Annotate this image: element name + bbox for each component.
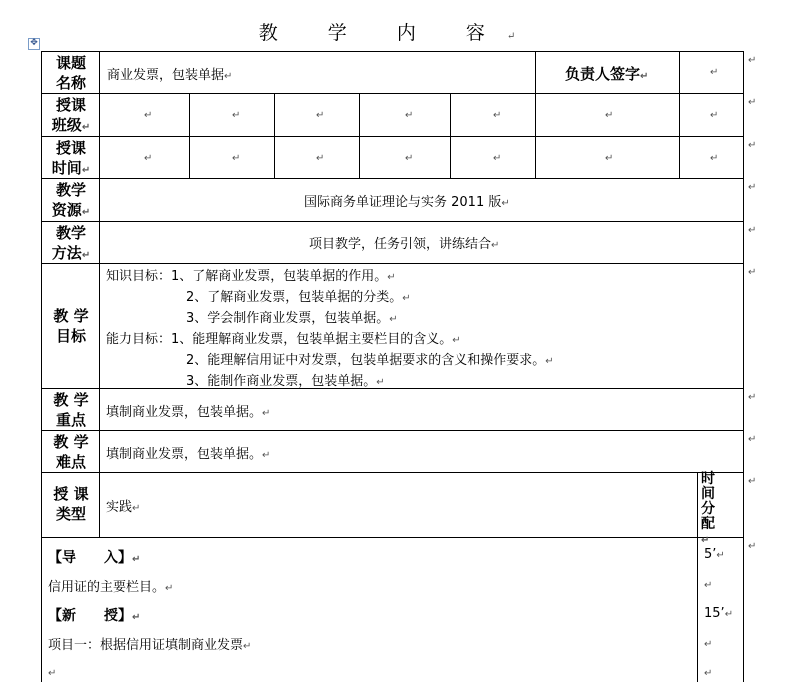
row-end-mark: ↵ <box>748 55 757 66</box>
grid-line <box>41 178 744 179</box>
cell-mark[interactable]: ↵ <box>316 153 325 164</box>
cell-mark[interactable]: ↵ <box>710 67 719 78</box>
goal-line[interactable]: 2、能理解信用证中对发票，包装单据要求的含义和操作要求。↵ <box>186 353 554 368</box>
grid-line <box>535 93 536 178</box>
row-end-mark: ↵ <box>748 267 757 278</box>
goal-line[interactable]: 3、能制作商业发票，包装单据。↵ <box>186 374 385 389</box>
grid-line <box>41 430 744 431</box>
grid-line <box>450 93 451 178</box>
grid-line <box>41 93 744 94</box>
intro-heading: 【导 入】↵ <box>48 550 141 566</box>
cell-mark[interactable]: ↵ <box>605 110 614 121</box>
cell-mark[interactable]: ↵ <box>405 153 414 164</box>
cell-mark[interactable]: ↵ <box>144 110 153 121</box>
topic-label: 课题 名称 <box>55 54 86 92</box>
time-allocation-label: 时 间 分 配↵ <box>701 471 715 546</box>
time-value-intro[interactable]: 5’↵ <box>704 547 725 562</box>
title-text: 教 学 内 容 <box>258 22 507 44</box>
grid-line <box>41 136 744 137</box>
cell-mark[interactable]: ↵ <box>405 110 414 121</box>
cell-mark[interactable]: ↵ <box>316 110 325 121</box>
grid-line <box>41 263 744 264</box>
class-label: 授课 班级↵ <box>51 96 91 134</box>
cell-mark[interactable]: ↵ <box>493 153 502 164</box>
grid-line <box>99 51 100 537</box>
row-end-mark: ↵ <box>748 182 757 193</box>
row-end-mark: ↵ <box>748 434 757 445</box>
grid-line <box>697 472 698 682</box>
cell-mark[interactable]: ↵ <box>493 110 502 121</box>
grid-line <box>41 51 42 682</box>
goal-line[interactable]: 2、了解商业发票，包装单据的分类。↵ <box>186 290 411 305</box>
grid-line <box>189 93 190 178</box>
cell-mark[interactable]: ↵ <box>232 110 241 121</box>
grid-line <box>41 51 744 52</box>
empty-paragraph-mark[interactable]: ↵ <box>704 668 713 679</box>
goal-label: 教 学 目标 <box>53 307 89 345</box>
cell-mark[interactable]: ↵ <box>144 153 153 164</box>
row-end-mark: ↵ <box>748 541 757 552</box>
row-end-mark: ↵ <box>748 225 757 236</box>
row-end-mark: ↵ <box>748 392 757 403</box>
time-label: 授课 时间↵ <box>51 139 91 177</box>
page-title: 教 学 内 容↵ <box>258 22 538 44</box>
grid-line <box>535 51 536 93</box>
row-end-mark: ↵ <box>748 476 757 487</box>
method-value[interactable]: 项目教学，任务引领，讲练结合↵ <box>309 237 500 252</box>
row-end-mark: ↵ <box>748 140 757 151</box>
topic-value[interactable]: 商业发票，包装单据↵ <box>107 68 233 83</box>
empty-paragraph-mark[interactable]: ↵ <box>704 639 713 650</box>
intro-text[interactable]: 信用证的主要栏目。↵ <box>48 580 174 595</box>
key-label: 教 学 重点 <box>53 391 89 429</box>
empty-paragraph-mark[interactable]: ↵ <box>704 580 713 591</box>
goal-line[interactable]: 知识目标：1、了解商业发票，包装单据的作用。↵ <box>106 269 396 284</box>
grid-line <box>743 51 744 682</box>
grid-line <box>359 93 360 178</box>
type-value[interactable]: 实践↵ <box>106 500 141 515</box>
table-move-handle-icon[interactable]: ✥ <box>28 38 40 50</box>
grid-line <box>274 93 275 178</box>
resource-label: 教学 资源↵ <box>51 181 91 219</box>
key-value[interactable]: 填制商业发票，包装单据。↵ <box>106 405 271 420</box>
grid-line <box>41 388 744 389</box>
project-text[interactable]: 项目一：根据信用证填制商业发票↵ <box>48 638 252 653</box>
grid-line <box>41 221 744 222</box>
time-value-new[interactable]: 15’↵ <box>704 606 734 621</box>
cell-mark[interactable]: ↵ <box>710 153 719 164</box>
goal-line[interactable]: 3、学会制作商业发票，包装单据。↵ <box>186 311 398 326</box>
cell-mark[interactable]: ↵ <box>710 110 719 121</box>
grid-line <box>41 537 744 538</box>
sign-label: 负责人签字↵ <box>565 65 649 83</box>
grid-line <box>41 472 744 473</box>
difficulty-label: 教 学 难点 <box>53 433 89 471</box>
empty-paragraph-mark[interactable]: ↵ <box>48 668 57 679</box>
resource-value[interactable]: 国际商务单证理论与实务 2011 版↵ <box>304 195 510 210</box>
cell-mark[interactable]: ↵ <box>605 153 614 164</box>
goal-line[interactable]: 能力目标：1、能理解商业发票，包装单据主要栏目的含义。↵ <box>106 332 461 347</box>
new-heading: 【新 授】↵ <box>48 608 141 624</box>
row-end-mark: ↵ <box>748 97 757 108</box>
type-label: 授 课 类型 <box>53 485 89 523</box>
method-label: 教学 方法↵ <box>51 224 91 262</box>
grid-line <box>679 51 680 178</box>
difficulty-value[interactable]: 填制商业发票，包装单据。↵ <box>106 447 271 462</box>
cell-mark[interactable]: ↵ <box>232 153 241 164</box>
